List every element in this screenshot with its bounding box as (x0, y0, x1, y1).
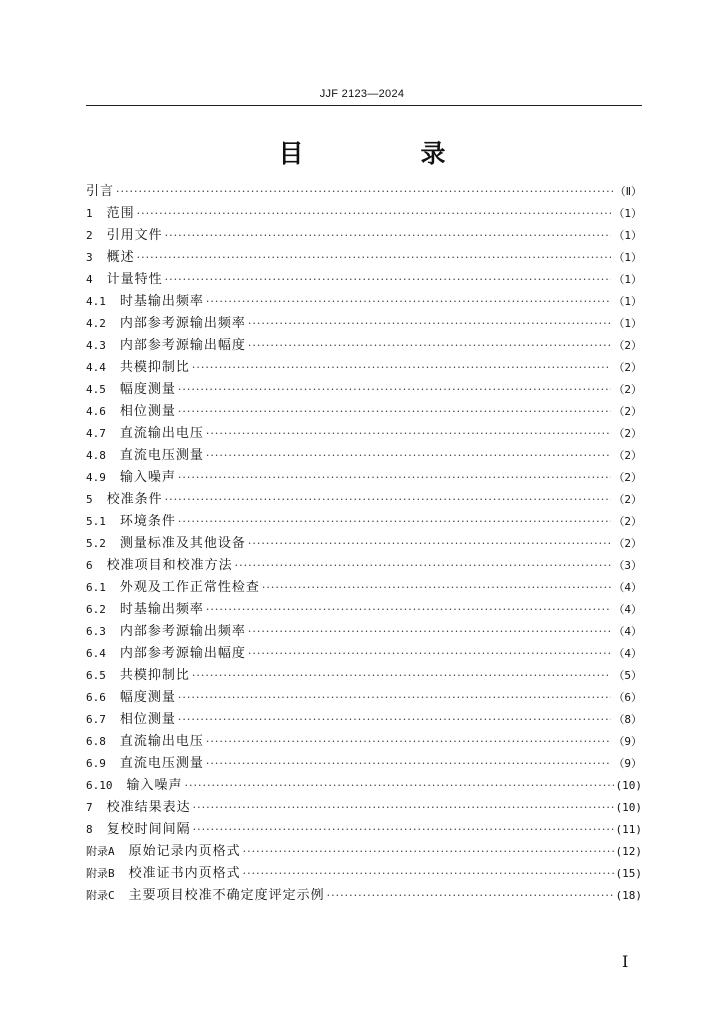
toc-entry-page: （2） (613, 537, 642, 550)
toc-entry-number: 附录B (86, 867, 115, 880)
toc-entry-title: 引言 (86, 184, 115, 199)
toc-entry[interactable] (86, 401, 642, 423)
toc-entry-number: 4.9 (86, 471, 106, 484)
toc-entry[interactable] (86, 489, 642, 511)
toc-entry-title: 幅度测量 (119, 690, 176, 705)
toc-entry[interactable] (86, 775, 642, 797)
toc-entry-page: （2） (613, 383, 642, 396)
toc-entry-number: 2 (86, 229, 93, 242)
toc-leader-dots (206, 445, 611, 467)
toc-entry[interactable] (86, 445, 642, 467)
toc-entry-page: （9） (613, 735, 642, 748)
toc-entry[interactable] (86, 181, 642, 203)
toc-entry[interactable] (86, 731, 642, 753)
toc-entry-page: （4） (613, 647, 642, 660)
toc-entry-page: （2） (613, 471, 642, 484)
toc-entry[interactable] (86, 225, 642, 247)
toc-entry[interactable] (86, 797, 642, 819)
toc-entry-page: （2） (613, 339, 642, 352)
toc-entry-page: （1） (613, 317, 642, 330)
toc-entry[interactable] (86, 335, 642, 357)
toc-leader-dots (178, 401, 611, 423)
toc-entry-page: （1） (613, 251, 642, 264)
toc-leader-dots (243, 863, 614, 885)
toc-entry[interactable] (86, 247, 642, 269)
table-of-contents (86, 181, 642, 907)
toc-entry[interactable] (86, 687, 642, 709)
toc-entry-page: （9） (613, 757, 642, 770)
toc-entry-page: （1） (613, 295, 642, 308)
toc-entry[interactable] (86, 423, 642, 445)
toc-entry-title: 内部参考源输出幅度 (119, 338, 246, 353)
toc-entry-title: 原始记录内页格式 (128, 844, 241, 859)
toc-entry-page: （3） (613, 559, 642, 572)
toc-leader-dots (178, 687, 611, 709)
toc-leader-dots (192, 357, 611, 379)
toc-leader-dots (206, 753, 611, 775)
toc-entry-title: 输入噪声 (119, 470, 176, 485)
toc-leader-dots (193, 797, 614, 819)
toc-entry-number: 6.5 (86, 669, 106, 682)
toc-entry-page: （2） (613, 449, 642, 462)
toc-entry-title: 引用文件 (106, 228, 163, 243)
toc-entry-title: 共模抑制比 (119, 668, 190, 683)
toc-entry-page: （6） (613, 691, 642, 704)
toc-entry-page: (10) (615, 801, 642, 814)
toc-entry-number: 6 (86, 559, 93, 572)
toc-entry-number: 5 (86, 493, 93, 506)
toc-leader-dots (178, 379, 611, 401)
toc-entry-title: 时基输出频率 (119, 602, 204, 617)
toc-entry[interactable] (86, 379, 642, 401)
toc-entry-title: 幅度测量 (119, 382, 176, 397)
toc-entry-number: 4.4 (86, 361, 106, 374)
toc-leader-dots (248, 313, 611, 335)
toc-entry-page: （1） (613, 229, 642, 242)
toc-entry-number: 4.8 (86, 449, 106, 462)
toc-entry-title: 计量特性 (106, 272, 163, 287)
toc-entry[interactable] (86, 753, 642, 775)
toc-entry-number: 6.7 (86, 713, 106, 726)
toc-entry-page: （2） (613, 361, 642, 374)
toc-entry-page: （8） (613, 713, 642, 726)
toc-leader-dots (243, 841, 614, 863)
page-number: I (622, 952, 629, 971)
toc-entry-page: (18) (615, 889, 642, 902)
toc-entry-title: 内部参考源输出幅度 (119, 646, 246, 661)
toc-entry-number: 7 (86, 801, 93, 814)
toc-entry[interactable] (86, 863, 642, 885)
toc-entry-title: 直流输出电压 (119, 734, 204, 749)
toc-entry[interactable] (86, 709, 642, 731)
toc-leader-dots (235, 555, 612, 577)
toc-leader-dots (206, 423, 611, 445)
toc-leader-dots (165, 269, 612, 291)
toc-entry-number: 5.1 (86, 515, 106, 528)
toc-entry[interactable] (86, 203, 642, 225)
toc-entry-page: （4） (613, 603, 642, 616)
toc-leader-dots (248, 533, 611, 555)
toc-entry[interactable] (86, 533, 642, 555)
toc-leader-dots (116, 181, 613, 203)
toc-entry-title: 校准结果表达 (106, 800, 191, 815)
toc-entry-number: 4.1 (86, 295, 106, 308)
toc-entry[interactable] (86, 555, 642, 577)
toc-entry[interactable] (86, 643, 642, 665)
toc-leader-dots (248, 621, 611, 643)
toc-entry[interactable] (86, 291, 642, 313)
toc-entry-page: (15) (615, 867, 642, 880)
toc-entry-page: (12) (615, 845, 642, 858)
toc-entry-page: （2） (613, 405, 642, 418)
toc-leader-dots (137, 203, 612, 225)
toc-entry[interactable] (86, 269, 642, 291)
toc-entry-number: 4.7 (86, 427, 106, 440)
toc-entry-title: 内部参考源输出频率 (119, 316, 246, 331)
toc-leader-dots (206, 291, 611, 313)
toc-entry-number: 6.9 (86, 757, 106, 770)
toc-entry-title: 校准证书内页格式 (128, 866, 241, 881)
toc-leader-dots (248, 643, 611, 665)
toc-entry-number: 4.2 (86, 317, 106, 330)
toc-leader-dots (178, 709, 611, 731)
toc-leader-dots (165, 225, 612, 247)
header-rule (86, 105, 642, 106)
toc-entry-title: 主要项目校准不确定度评定示例 (128, 888, 325, 903)
toc-entry-title: 外观及工作正常性检查 (119, 580, 260, 595)
toc-entry-title: 校准项目和校准方法 (106, 558, 233, 573)
toc-entry-number: 1 (86, 207, 93, 220)
toc-leader-dots (206, 731, 611, 753)
toc-entry-number: 8 (86, 823, 93, 836)
toc-leader-dots (165, 489, 612, 511)
toc-entry-title: 测量标准及其他设备 (119, 536, 246, 551)
toc-entry-title: 直流电压测量 (119, 448, 204, 463)
toc-leader-dots (206, 599, 611, 621)
toc-entry-title: 校准条件 (106, 492, 163, 507)
toc-entry-page: (11) (615, 823, 642, 836)
toc-entry[interactable] (86, 313, 642, 335)
toc-entry-page: （1） (613, 273, 642, 286)
toc-leader-dots (192, 665, 611, 687)
toc-leader-dots (178, 511, 611, 533)
toc-entry-number: 6.4 (86, 647, 106, 660)
toc-entry-page: （4） (613, 625, 642, 638)
toc-entry-title: 时基输出频率 (119, 294, 204, 309)
toc-entry-page: （2） (613, 427, 642, 440)
toc-entry-page: （2） (613, 493, 642, 506)
toc-entry-page: (10) (615, 779, 642, 792)
document-number-header: JJF 2123—2024 (319, 88, 405, 100)
toc-leader-dots (248, 335, 611, 357)
toc-leader-dots (185, 775, 614, 797)
toc-leader-dots (178, 467, 611, 489)
toc-entry-title: 范围 (106, 206, 135, 221)
toc-entry-number: 6.3 (86, 625, 106, 638)
toc-entry-number: 附录A (86, 845, 115, 858)
page-title: 目 录 (278, 139, 492, 168)
toc-entry[interactable] (86, 621, 642, 643)
toc-entry[interactable] (86, 599, 642, 621)
toc-entry[interactable] (86, 577, 642, 599)
toc-entry[interactable] (86, 665, 642, 687)
toc-entry-page: （1） (613, 207, 642, 220)
toc-leader-dots (327, 885, 614, 907)
toc-entry-number: 6.1 (86, 581, 106, 594)
toc-entry-number: 6.2 (86, 603, 106, 616)
toc-entry-title: 相位测量 (119, 404, 176, 419)
toc-entry-number: 4.5 (86, 383, 106, 396)
toc-entry-title: 直流输出电压 (119, 426, 204, 441)
toc-entry-title: 共模抑制比 (119, 360, 190, 375)
toc-entry-title: 直流电压测量 (119, 756, 204, 771)
toc-leader-dots (262, 577, 611, 599)
toc-leader-dots (137, 247, 612, 269)
toc-entry-page: （2） (613, 515, 642, 528)
toc-entry-number: 6.8 (86, 735, 106, 748)
toc-entry-title: 复校时间间隔 (106, 822, 191, 837)
toc-entry[interactable] (86, 511, 642, 533)
toc-entry-title: 相位测量 (119, 712, 176, 727)
toc-entry-number: 6.10 (86, 779, 113, 792)
toc-entry-number: 5.2 (86, 537, 106, 550)
toc-entry-title: 内部参考源输出频率 (119, 624, 246, 639)
toc-entry-number: 4.6 (86, 405, 106, 418)
toc-entry-page: （5） (613, 669, 642, 682)
toc-entry[interactable] (86, 819, 642, 841)
toc-entry-title: 输入噪声 (126, 778, 183, 793)
toc-entry-number: 4 (86, 273, 93, 286)
toc-entry[interactable] (86, 885, 642, 907)
toc-entry-number: 附录C (86, 889, 115, 902)
toc-entry-number: 3 (86, 251, 93, 264)
toc-leader-dots (193, 819, 614, 841)
toc-entry-page: （4） (613, 581, 642, 594)
toc-entry-title: 概述 (106, 250, 135, 265)
toc-entry-number: 4.3 (86, 339, 106, 352)
toc-entry-page: （Ⅱ） (614, 185, 642, 198)
toc-entry[interactable] (86, 841, 642, 863)
toc-entry-title: 环境条件 (119, 514, 176, 529)
toc-entry[interactable] (86, 467, 642, 489)
toc-entry[interactable] (86, 357, 642, 379)
toc-entry-number: 6.6 (86, 691, 106, 704)
